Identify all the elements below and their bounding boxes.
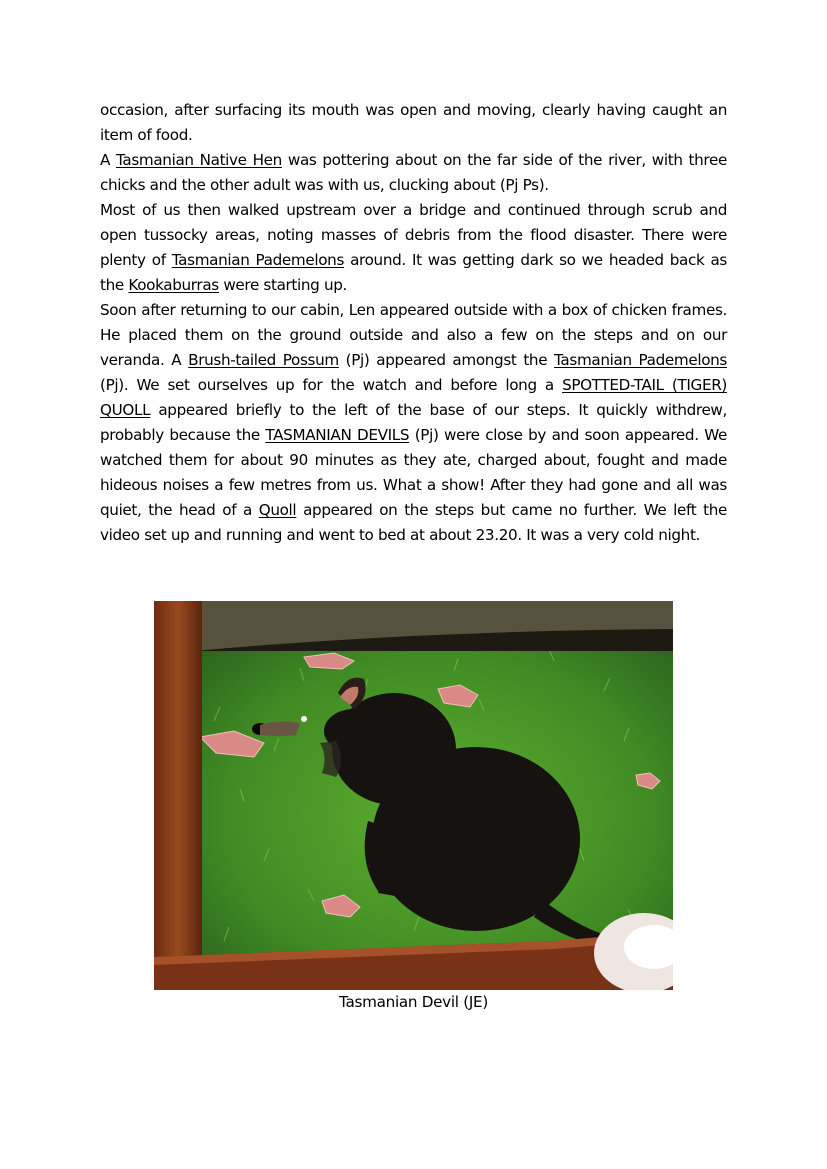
tasmanian-devil-photo <box>154 601 673 990</box>
underlined-term: Tasmanian Pademelons <box>171 251 345 269</box>
text-run: (Pj). We set ourselves up for the watch and before long a <box>100 376 563 394</box>
paragraph <box>100 298 727 548</box>
text-run: were starting up. <box>218 276 347 294</box>
text-run: was pottering about on the far side of the river, with three chicks and the other adult was with us, clucking about (Pj Ps). <box>100 151 727 194</box>
text-run: appeared on the steps but came no further. We left the video set up and running and went to bed at about 23.20. It was a very cold night. <box>100 501 728 544</box>
text-run: Most of us then walked upstream over a bridge and continued through scrub and open tussocky areas, noting masses of debris from the flood disaster. There were plenty of <box>100 201 727 269</box>
document-body <box>100 98 727 548</box>
underlined-term: TASMANIAN DEVILS <box>265 426 410 444</box>
paragraph <box>100 148 727 198</box>
text-run: (Pj) were close by and soon appeared. We watched them for about 90 minutes as they ate, charged about, fought and made hideous noises a few metres from us. What a show! After they had gone and all was quiet, the head of a <box>100 426 727 519</box>
underlined-term: Brush-tailed Possum <box>188 351 339 369</box>
text-run: Soon after returning to our cabin, Len appeared outside with a box of chicken frames. He placed them on the ground outside and also a few on the steps and on our veranda. A <box>100 301 727 369</box>
underlined-term: Kookaburras <box>128 276 219 294</box>
photo-caption: Tasmanian Devil (JE) <box>339 993 488 1011</box>
text-run: appeared briefly to the left of the base of our steps. It quickly withdrew, probably because the <box>100 401 727 444</box>
underlined-term: SPOTTED-TAIL (TIGER) QUOLL <box>100 376 727 419</box>
text-run: occasion, after surfacing its mouth was open and moving, clearly having caught an item of food. <box>100 101 727 144</box>
underlined-term: Tasmanian Pademelons <box>554 351 727 369</box>
underlined-term: Tasmanian Native Hen <box>115 151 282 169</box>
underlined-term: Quoll <box>258 501 297 519</box>
paragraph <box>100 198 727 298</box>
text-run: A <box>100 151 116 169</box>
text-run: (Pj) appeared amongst the <box>338 351 555 369</box>
text-run: around. It was getting dark so we headed back as the <box>100 251 727 294</box>
paragraph <box>100 98 727 148</box>
